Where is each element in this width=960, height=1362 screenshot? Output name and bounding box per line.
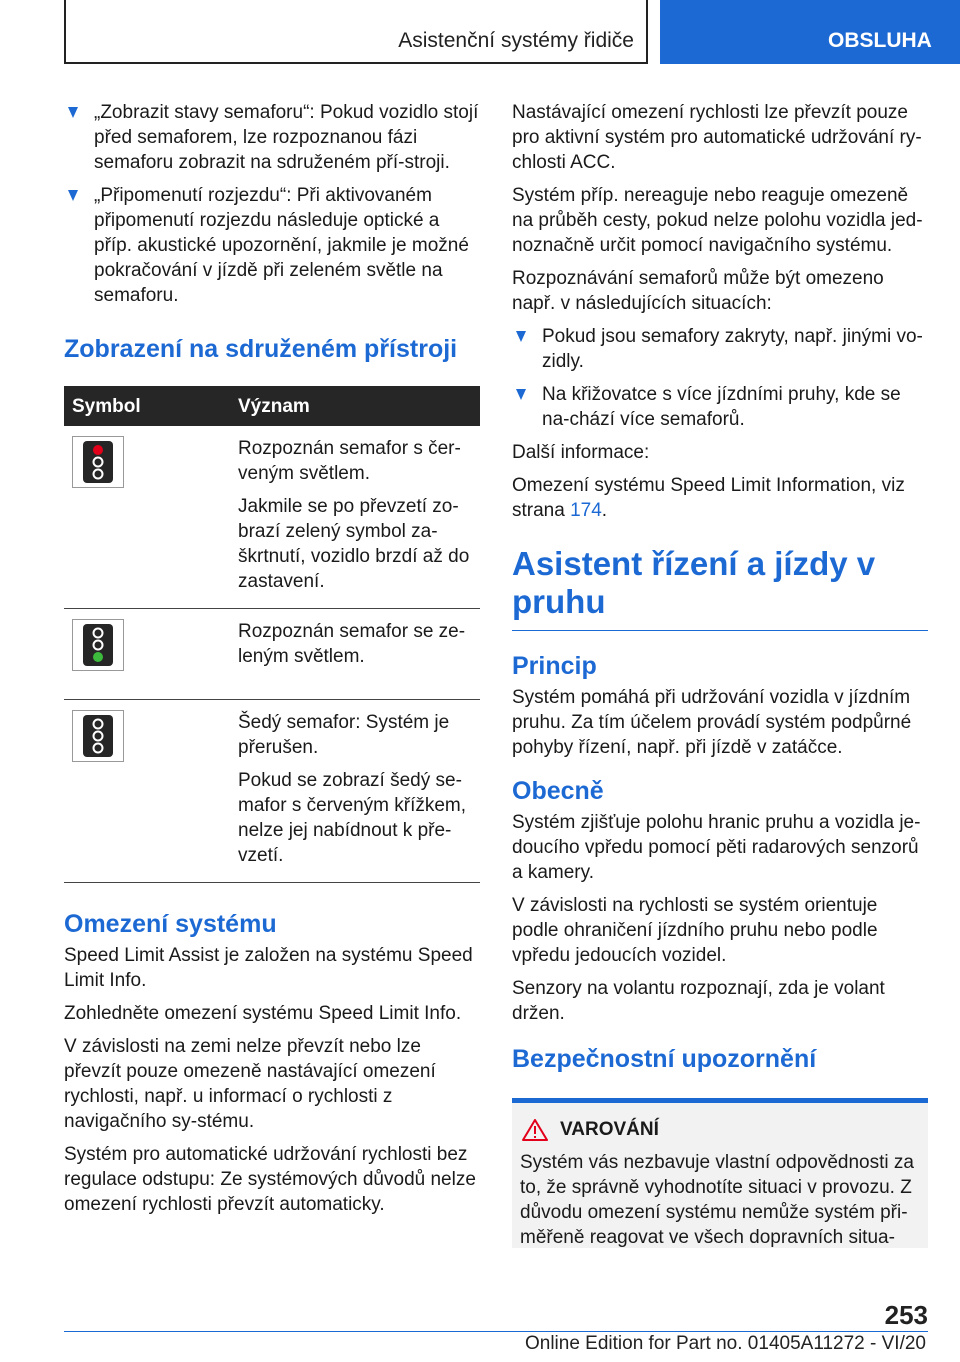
- table-row: [64, 609, 480, 700]
- more-info-end: .: [601, 500, 608, 521]
- table-header-meaning: Význam: [230, 386, 480, 426]
- heading-principle: Princip: [512, 652, 597, 680]
- bullet-text: „Připomenutí rozjezdu“: Při aktivovaném připomenutí rozjezdu následuje optické a příp. akustické upozornění, jakmile je možné pokračování v jízdě při zeleném světle na semaforu.: [94, 185, 469, 306]
- table-cell-symbol: [64, 700, 230, 883]
- list-item: [512, 382, 928, 432]
- paragraph: Speed Limit Assist je založen na systému Speed Limit Info.: [64, 945, 473, 991]
- symbol-table: [64, 386, 480, 883]
- more-info-paragraph: [512, 473, 928, 523]
- section-tab: OBSLUHA: [660, 0, 960, 64]
- main-heading: Asistent řízení a jízdy v pruhu: [512, 545, 928, 631]
- table-cell-symbol: [64, 609, 230, 700]
- warning-header: [520, 1117, 920, 1142]
- bullet-triangle-icon: [68, 107, 78, 118]
- table-cell-meaning: [230, 609, 480, 700]
- paragraph: Rozpoznávání semaforů může být omezeno např. v následujících situacích:: [512, 268, 884, 314]
- bullet-text: Na křižovatce s více jízdními pruhy, kde se na-chází více semaforů.: [542, 384, 901, 430]
- paragraph: Systém pomáhá při udržování vozidla v jízdním pruhu. Za tím účelem provádí systém podpůrné pohyby řízení, např. při jízdě v zatáčce.: [512, 687, 912, 758]
- bullet-text: „Zobrazit stavy semaforu“: Pokud vozidlo stojí před semaforem, lze rozpoznanou fázi semaforu zobrazit na sdruženém pří-stroji.: [94, 102, 479, 173]
- footer-divider: [64, 1331, 928, 1332]
- warning-text: Systém vás nezbavuje vlastní odpovědnosti za to, že správně vyhodnotíte situaci v provozu. Z důvodu omezení systému nemůže systém při-měřeně reagovat ve všech dopravních situa-: [520, 1152, 914, 1248]
- bullet-triangle-icon: [516, 331, 526, 342]
- warning-box: [512, 1098, 928, 1248]
- warning-triangle-icon: [522, 1119, 548, 1141]
- traffic-light-red-icon: [72, 436, 124, 488]
- chapter-title: Asistenční systémy řidiče: [398, 29, 634, 52]
- footer-edition: Online Edition for Part no. 01405A11272 - VI/20: [524, 1333, 926, 1354]
- warning-title: VAROVÁNÍ: [560, 1119, 659, 1140]
- paragraph: Systém příp. nereaguje nebo reaguje omezeně na průběh cesty, pokud nelze polohu vozidla jed-noznačně určit pomocí navigačního systému.: [512, 185, 923, 256]
- heading-display: Zobrazení na sdruženém přístroji: [64, 335, 458, 363]
- traffic-light-grey-icon: [72, 710, 124, 762]
- meaning-text: Rozpoznán semafor s čer-veným světlem.: [238, 438, 461, 484]
- table-cell-symbol: [64, 426, 230, 609]
- paragraph: V závislosti na rychlosti se systém orientuje podle ohraničení jízdního pruhu nebo podle vpředu jedoucích vozidel.: [512, 895, 878, 966]
- more-info-text: Omezení systému Speed Limit Information, viz strana: [512, 475, 905, 521]
- traffic-light-green-icon: [72, 619, 124, 671]
- list-item: [64, 100, 480, 175]
- table-row: [64, 700, 480, 883]
- meaning-text: Šedý semafor: Systém je přerušen.: [238, 712, 450, 758]
- heading-limits: Omezení systému: [64, 910, 277, 938]
- table-header-row: [64, 386, 480, 426]
- header-chapter-box: [64, 0, 648, 64]
- bullet-text: Pokud jsou semafory zakryty, např. jinými vo-zidly.: [542, 326, 923, 372]
- more-info-label: Další informace:: [512, 442, 650, 463]
- table-row: [64, 426, 480, 609]
- table-cell-meaning: [230, 700, 480, 883]
- table-cell-meaning: [230, 426, 480, 609]
- heading-general: Obecně: [512, 777, 604, 805]
- meaning-text: Pokud se zobrazí šedý se-mafor s červeným křížkem, nelze jej nabídnout k pře-vzetí.: [238, 770, 467, 866]
- page-reference-link[interactable]: 174: [570, 500, 602, 521]
- meaning-text: Jakmile se po převzetí zo-brazí zelený symbol za-škrtnutí, vozidlo brzdí až do zastavení.: [238, 496, 470, 592]
- bullet-triangle-icon: [516, 389, 526, 400]
- paragraph: Systém zjišťuje polohu hranic pruhu a vozidla je-doucího vpředu pomocí pěti radarových senzorů a kamery.: [512, 812, 921, 883]
- right-column: [512, 100, 928, 1248]
- paragraph: Nastávající omezení rychlosti lze převzít pouze pro aktivní systém pro automatické udržování ry-chlosti ACC.: [512, 102, 922, 173]
- list-item: [512, 324, 928, 374]
- heading-safety: Bezpečnostní upozornění: [512, 1045, 817, 1073]
- page-number: 253: [884, 1300, 928, 1330]
- paragraph: Senzory na volantu rozpoznají, zda je volant držen.: [512, 978, 885, 1024]
- meaning-text: Rozpoznán semafor se ze-leným světlem.: [238, 621, 466, 667]
- paragraph: V závislosti na zemi nelze převzít nebo lze převzít pouze omezeně nastávající omezení rychlosti, např. u informací o rychlosti z navigačního sy-stému.: [64, 1036, 436, 1132]
- bullet-triangle-icon: [68, 190, 78, 201]
- list-item: [64, 183, 480, 308]
- table-header-symbol: Symbol: [64, 386, 230, 426]
- paragraph: Systém pro automatické udržování rychlosti bez regulace odstupu: Ze systémových důvodů nelze omezení rychlosti převzít automaticky.: [64, 1144, 476, 1215]
- left-column: [64, 100, 480, 1225]
- paragraph: Zohledněte omezení systému Speed Limit Info.: [64, 1003, 462, 1024]
